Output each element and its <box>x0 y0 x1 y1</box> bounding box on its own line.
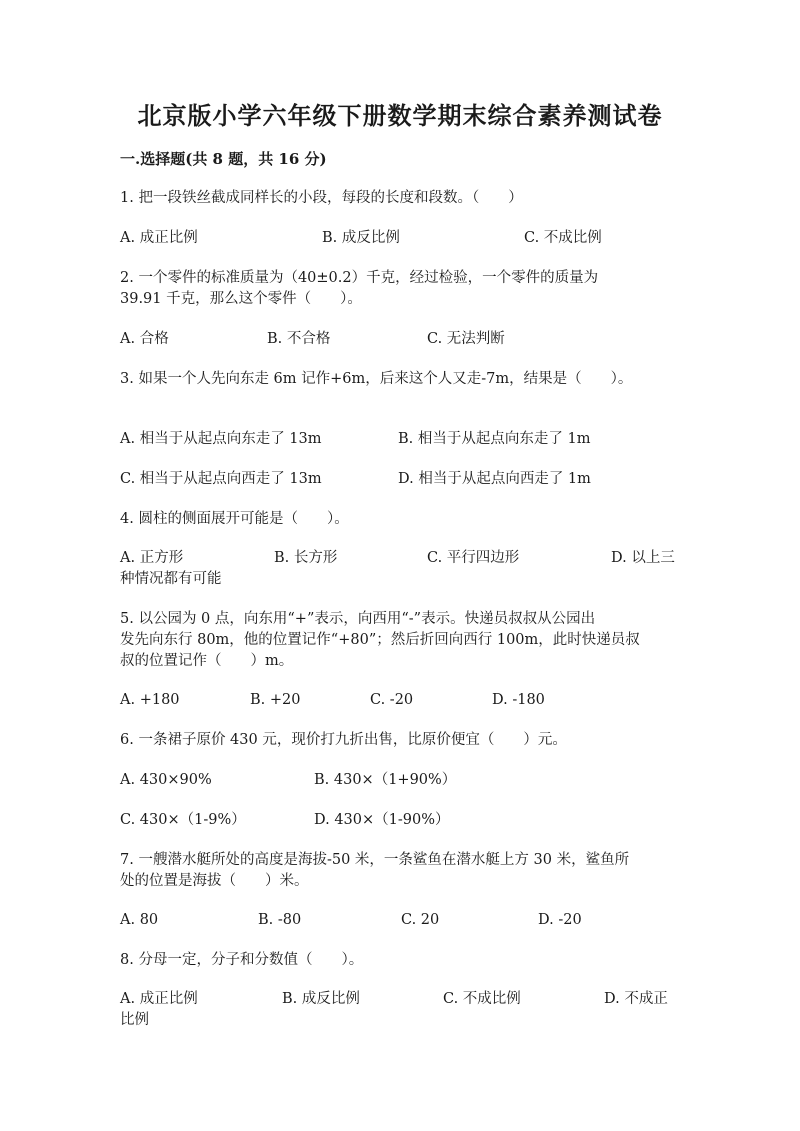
question-5-option-d: D. -180 <box>492 692 545 708</box>
question-4-option-b: B. 长方形 <box>274 550 338 566</box>
question-4-option-d: D. 以上三 <box>611 550 675 566</box>
question-2-text: 2. 一个零件的标准质量为（40±0.2）千克，经过检验，一个零件的质量为 <box>120 270 599 286</box>
question-1-option-b: B. 成反比例 <box>322 230 400 246</box>
question-2-option-c: C. 无法判断 <box>427 331 505 347</box>
question-7-text: 7. 一艘潜水艇所处的高度是海拔-50 米，一条鲨鱼在潜水艇上方 30 米，鲨鱼所 <box>120 852 630 868</box>
question-5-text: 5. 以公园为 0 点，向东用“+”表示，向西用“-”表示。快递员叔叔从公园出 <box>120 611 596 627</box>
question-8-option-b: B. 成反比例 <box>282 991 360 1007</box>
question-5-option-c: C. -20 <box>370 692 414 708</box>
question-8-option-c: C. 不成比例 <box>443 991 521 1007</box>
question-6-option-b: B. 430×（1+90%） <box>314 772 457 788</box>
question-7-option-d: D. -20 <box>538 912 582 928</box>
question-3-text: 3. 如果一个人先向东走 6m 记作+6m，后来这个人又走-7m，结果是（ ）。 <box>120 371 633 387</box>
question-7-option-a: A. 80 <box>120 912 159 928</box>
question-1-option-c: C. 不成比例 <box>524 230 602 246</box>
question-2-option-a: A. 合格 <box>120 331 169 347</box>
question-7-text-cont: 处的位置是海拔（ ）米。 <box>120 873 309 889</box>
question-7-option-c: C. 20 <box>401 912 440 928</box>
question-4-text: 4. 圆柱的侧面展开可能是（ ）。 <box>120 511 349 527</box>
question-6-option-d: D. 430×（1-90%） <box>314 812 450 828</box>
question-3-option-b: B. 相当于从起点向东走了 1m <box>398 431 591 447</box>
question-4-option-d-cont: 种情况都有可能 <box>120 571 222 587</box>
question-8-text: 8. 分母一定，分子和分数值（ ）。 <box>120 952 364 968</box>
question-4-option-c: C. 平行四边形 <box>427 550 520 566</box>
question-3-option-a: A. 相当于从起点向东走了 13m <box>120 431 322 447</box>
question-3-option-c: C. 相当于从起点向西走了 13m <box>120 471 322 487</box>
question-6-option-c: C. 430×（1-9%） <box>120 812 246 828</box>
question-7-option-b: B. -80 <box>258 912 302 928</box>
question-5-text-cont-2: 叔的位置记作（ ）m。 <box>120 653 294 669</box>
question-2-option-b: B. 不合格 <box>267 331 331 347</box>
question-5-option-a: A. +180 <box>120 692 180 708</box>
question-5-option-b: B. +20 <box>250 692 301 708</box>
question-3-option-d: D. 相当于从起点向西走了 1m <box>398 471 591 487</box>
section-heading: 一.选择题(共 8 题，共 16 分) <box>120 150 327 168</box>
question-8-option-d-cont: 比例 <box>120 1012 149 1028</box>
question-4-option-a: A. 正方形 <box>120 550 184 566</box>
question-6-option-a: A. 430×90% <box>120 772 212 788</box>
question-6-text: 6. 一条裙子原价 430 元，现价打九折出售，比原价便宜（ ）元。 <box>120 732 567 748</box>
question-5-text-cont-1: 发先向东行 80m，他的位置记作“+80”；然后折回向西行 100m，此时快递员叔 <box>120 632 640 648</box>
question-8-option-d: D. 不成正 <box>604 991 668 1007</box>
question-8-option-a: A. 成正比例 <box>120 991 198 1007</box>
question-1-option-a: A. 成正比例 <box>120 230 198 246</box>
question-2-text-cont: 39.91 千克，那么这个零件（ ）。 <box>120 291 362 307</box>
page-title: 北京版小学六年级下册数学期末综合素养测试卷 <box>137 101 663 130</box>
question-1-text: 1. 把一段铁丝截成同样长的小段，每段的长度和段数。（ ） <box>120 190 523 206</box>
